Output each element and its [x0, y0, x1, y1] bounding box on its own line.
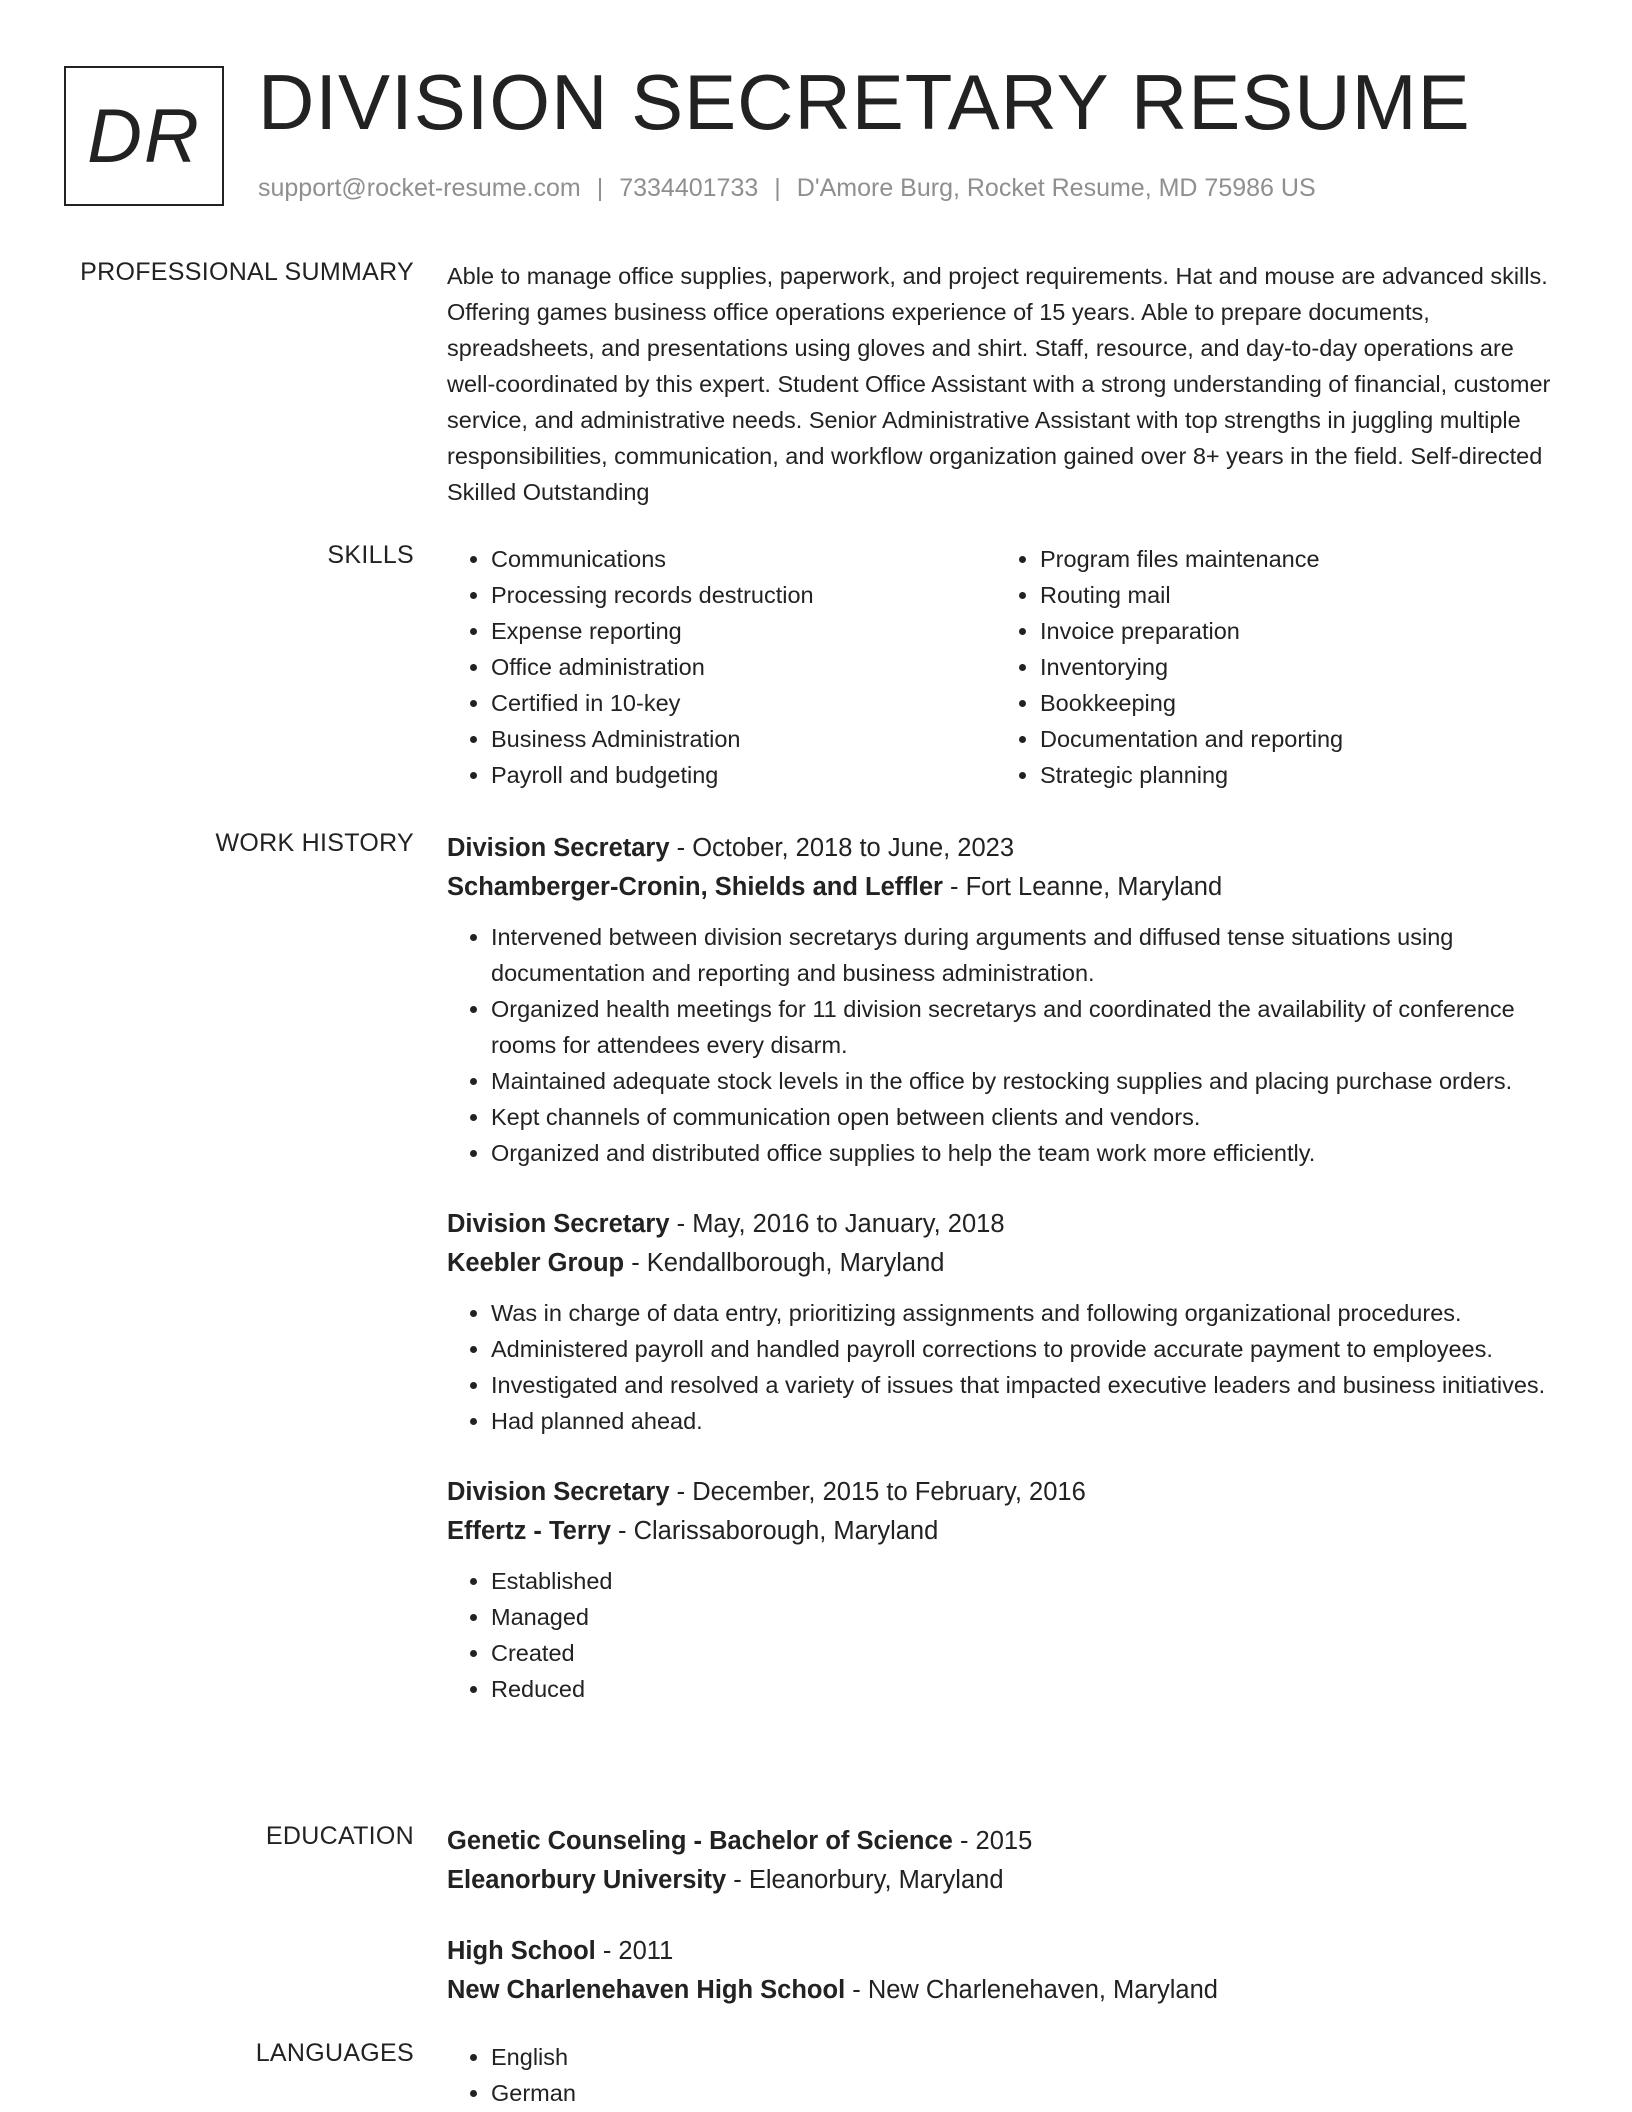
job-bullet: • Organized health meetings for 11 division secretarys and coordinated the availability of conference rooms for attendees every disarm. — [491, 991, 1562, 1063]
skill-item: • Program files maintenance — [1040, 541, 1545, 577]
education-degree-line — [447, 1822, 1562, 1861]
skill-item: • Documentation and reporting — [1040, 721, 1545, 757]
skills-heading: SKILLS — [327, 541, 414, 569]
job-entry — [447, 1205, 1562, 1439]
education-entry — [447, 1822, 1562, 1900]
education-school-line — [447, 1971, 1562, 2010]
job-company: Keebler Group — [447, 1249, 625, 1277]
education-degree: High School — [447, 1937, 596, 1965]
job-bullet: • Intervened between division secretarys during arguments and diffused tense situations using documentation and reporting and business administration. — [491, 919, 1562, 991]
job-bullet: • Reduced — [491, 1671, 1562, 1707]
contact-separator: | — [774, 174, 781, 202]
job-location: - Fort Leanne, Maryland — [942, 873, 1223, 901]
skills-list-left — [447, 541, 996, 793]
skill-item: • Expense reporting — [491, 613, 996, 649]
job-bullet: • Had planned ahead. — [491, 1403, 1562, 1439]
summary-heading: PROFESSIONAL SUMMARY — [80, 258, 414, 286]
job-company-line — [447, 868, 1562, 907]
job-bullet: • Kept channels of communication open between clients and vendors. — [491, 1099, 1562, 1135]
education-year: - 2015 — [952, 1827, 1033, 1855]
job-bullets — [447, 1563, 1562, 1707]
job-bullet: • Created — [491, 1635, 1562, 1671]
job-bullets — [447, 919, 1562, 1171]
job-dates: - October, 2018 to June, 2023 — [669, 834, 1015, 862]
job-title-line — [447, 829, 1562, 868]
languages-list — [447, 2039, 1562, 2111]
education-school-line — [447, 1861, 1562, 1900]
skill-item: • Bookkeeping — [1040, 685, 1545, 721]
contact-separator: | — [596, 174, 604, 202]
job-location: - Kendallborough, Maryland — [624, 1249, 945, 1277]
job-title-line — [447, 1205, 1562, 1244]
job-bullet: • Maintained adequate stock levels in the office by restocking supplies and placing purchase orders. — [491, 1063, 1562, 1099]
job-bullet: • Administered payroll and handled payroll corrections to provide accurate payment to employees. — [491, 1331, 1562, 1367]
job-title: Division Secretary — [447, 834, 670, 862]
job-bullet: • Organized and distributed office supplies to help the team work more efficiently. — [491, 1135, 1562, 1171]
job-company: Schamberger-Cronin, Shields and Leffler — [447, 873, 943, 901]
job-company: Effertz - Terry — [447, 1517, 611, 1545]
initials-monogram — [64, 66, 224, 206]
contact-email[interactable]: support@rocket-resume.com — [258, 174, 581, 202]
skill-item: • Inventorying — [1040, 649, 1545, 685]
resume-title: DIVISION SECRETARY RESUME — [258, 58, 1471, 146]
language-item: • English — [491, 2039, 1562, 2075]
education-school: New Charlenehaven High School — [447, 1976, 846, 2004]
languages-heading: LANGUAGES — [255, 2039, 414, 2067]
language-item: • German — [491, 2075, 1562, 2111]
job-company-line — [447, 1244, 1562, 1283]
skill-item: • Business Administration — [491, 721, 996, 757]
job-title: Division Secretary — [447, 1478, 670, 1506]
job-entry — [447, 829, 1562, 1171]
skill-item: • Processing records destruction — [491, 577, 996, 613]
skill-item: • Office administration — [491, 649, 996, 685]
skill-item: • Invoice preparation — [1040, 613, 1545, 649]
skill-item: • Routing mail — [1040, 577, 1545, 613]
skill-item: • Certified in 10-key — [491, 685, 996, 721]
education-location: - New Charlenehaven, Maryland — [845, 1976, 1218, 2004]
job-bullet: • Established — [491, 1563, 1562, 1599]
education-location: - Eleanorbury, Maryland — [726, 1866, 1004, 1894]
education-school: Eleanorbury University — [447, 1866, 727, 1894]
work-history-heading: WORK HISTORY — [215, 829, 414, 857]
job-company-line — [447, 1512, 1562, 1551]
education-entry — [447, 1932, 1562, 2010]
education-year: - 2011 — [595, 1937, 674, 1965]
job-bullet: • Investigated and resolved a variety of issues that impacted executive leaders and business initiatives. — [491, 1367, 1562, 1403]
job-bullet: • Managed — [491, 1599, 1562, 1635]
job-dates: - May, 2016 to January, 2018 — [669, 1210, 1005, 1238]
skill-item: • Payroll and budgeting — [491, 757, 996, 793]
job-title-line — [447, 1473, 1562, 1512]
job-bullets — [447, 1295, 1562, 1439]
education-degree: Genetic Counseling - Bachelor of Science — [447, 1827, 953, 1855]
education-heading: EDUCATION — [265, 1822, 414, 1850]
skill-item: • Communications — [491, 541, 996, 577]
initials-text: DR — [87, 93, 201, 179]
contact-address: D'Amore Burg, Rocket Resume, MD 75986 US — [796, 174, 1316, 202]
job-dates: - December, 2015 to February, 2016 — [669, 1478, 1086, 1506]
skills-list-right — [996, 541, 1545, 793]
contact-phone[interactable]: 7334401733 — [619, 174, 759, 202]
job-bullet: • Was in charge of data entry, prioritizing assignments and following organizational procedures. — [491, 1295, 1562, 1331]
skill-item: • Strategic planning — [1040, 757, 1545, 793]
job-location: - Clarissaborough, Maryland — [610, 1517, 939, 1545]
summary-text: Able to manage office supplies, paperwork, and project requirements. Hat and mouse are advanced skills. Offering games business office operations experience of 15 years. Able to prepare documents, spreadsheets, and presentations using gloves and shirt. Staff, resource, and day-to-day operations are well-coordinated by this expert. Student Office Assistant with a strong understanding of financial, customer service, and administrative needs. Senior Administrative Assistant with top strengths in juggling multiple responsibilities, communication, and workflow organization gained over 8+ years in the field. Self-directed Skilled Outstanding — [447, 263, 1551, 505]
job-title: Division Secretary — [447, 1210, 670, 1238]
education-degree-line — [447, 1932, 1562, 1971]
contact-line — [258, 174, 1316, 203]
job-entry — [447, 1473, 1562, 1707]
